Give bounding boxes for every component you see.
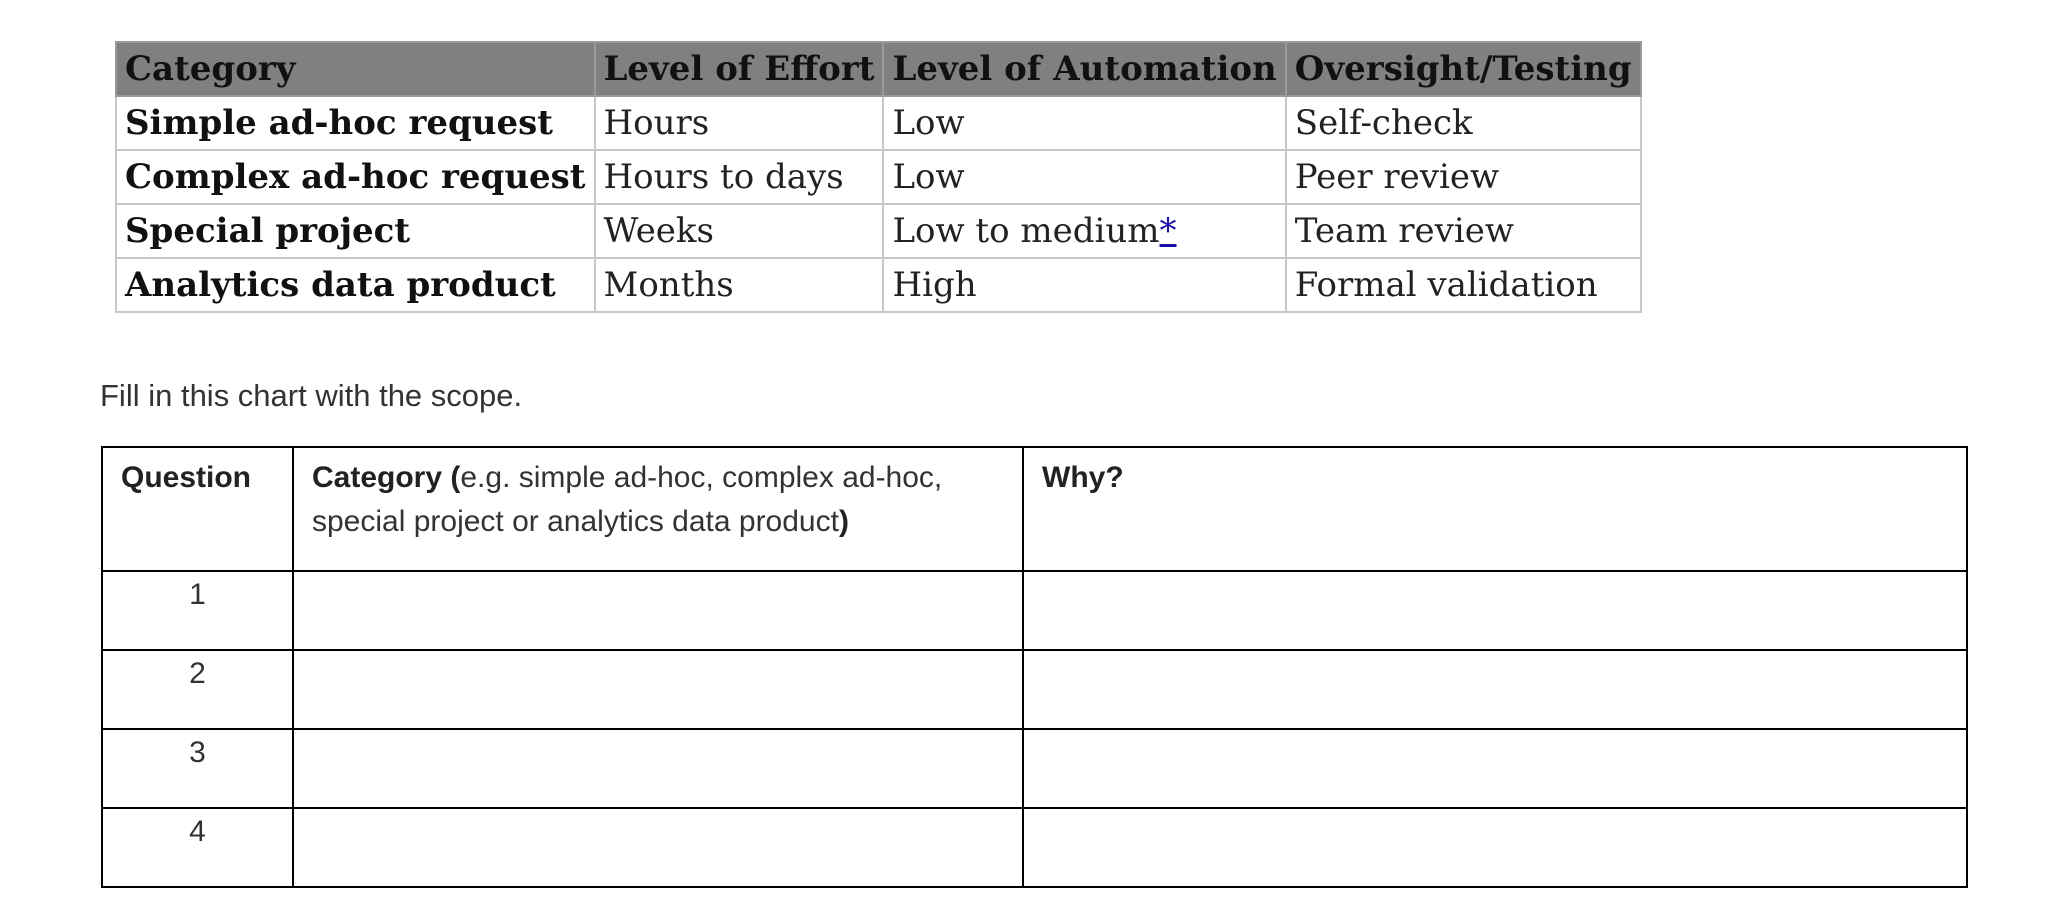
oversight-cell: Team review: [1286, 204, 1641, 258]
category-cell: Complex ad-hoc request: [116, 150, 595, 204]
automation-cell: [883, 204, 1285, 258]
header-why: Why?: [1023, 447, 1967, 571]
table-row: [116, 150, 1641, 204]
effort-cell: Hours: [595, 96, 884, 150]
footnote-link[interactable]: *: [1159, 211, 1177, 251]
table-row: [102, 729, 1967, 808]
oversight-cell: Peer review: [1286, 150, 1641, 204]
category-label: Category (: [312, 461, 461, 494]
category-cell: Simple ad-hoc request: [116, 96, 595, 150]
question-number: 1: [102, 571, 293, 650]
oversight-cell: Formal validation: [1286, 258, 1641, 312]
table-row: [102, 808, 1967, 887]
automation-cell: [883, 150, 1285, 204]
question-number: 4: [102, 808, 293, 887]
automation-cell: [883, 96, 1285, 150]
why-answer-cell[interactable]: [1023, 571, 1967, 650]
category-answer-cell[interactable]: [293, 729, 1023, 808]
header-question: Question: [102, 447, 293, 571]
why-answer-cell[interactable]: [1023, 729, 1967, 808]
automation-text: High: [892, 265, 977, 305]
effort-cell: Weeks: [595, 204, 884, 258]
table-row: [116, 258, 1641, 312]
category-answer-cell[interactable]: [293, 650, 1023, 729]
category-hint-text: e.g. simple ad-hoc, complex ad-hoc, special project or analytics data product: [312, 461, 943, 538]
why-answer-cell[interactable]: [1023, 808, 1967, 887]
oversight-cell: Self-check: [1286, 96, 1641, 150]
automation-text: Low: [892, 157, 965, 197]
header-oversight-testing: Oversight/Testing: [1286, 42, 1641, 96]
table-row: [102, 571, 1967, 650]
instruction-text: Fill in this chart with the scope.: [100, 378, 523, 413]
why-answer-cell[interactable]: [1023, 650, 1967, 729]
header-category: Category: [116, 42, 595, 96]
automation-cell: [883, 258, 1285, 312]
category-cell: Special project: [116, 204, 595, 258]
automation-text: Low to medium: [892, 211, 1160, 251]
question-number: 2: [102, 650, 293, 729]
automation-text: Low: [892, 103, 965, 143]
effort-cell: Hours to days: [595, 150, 884, 204]
category-cell: Analytics data product: [116, 258, 595, 312]
header-category-hint: [293, 447, 1023, 571]
header-level-of-automation: Level of Automation: [883, 42, 1285, 96]
category-answer-cell[interactable]: [293, 808, 1023, 887]
category-close-paren: ): [838, 505, 849, 538]
category-answer-cell[interactable]: [293, 571, 1023, 650]
table-row: [116, 96, 1641, 150]
reference-header-row: [116, 42, 1641, 96]
scope-fill-table: [101, 446, 1968, 888]
reference-table: [115, 41, 1642, 313]
effort-cell: Months: [595, 258, 884, 312]
table-row: [102, 650, 1967, 729]
header-level-of-effort: Level of Effort: [595, 42, 884, 96]
table-row: [116, 204, 1641, 258]
fill-header-row: [102, 447, 1967, 571]
question-number: 3: [102, 729, 293, 808]
